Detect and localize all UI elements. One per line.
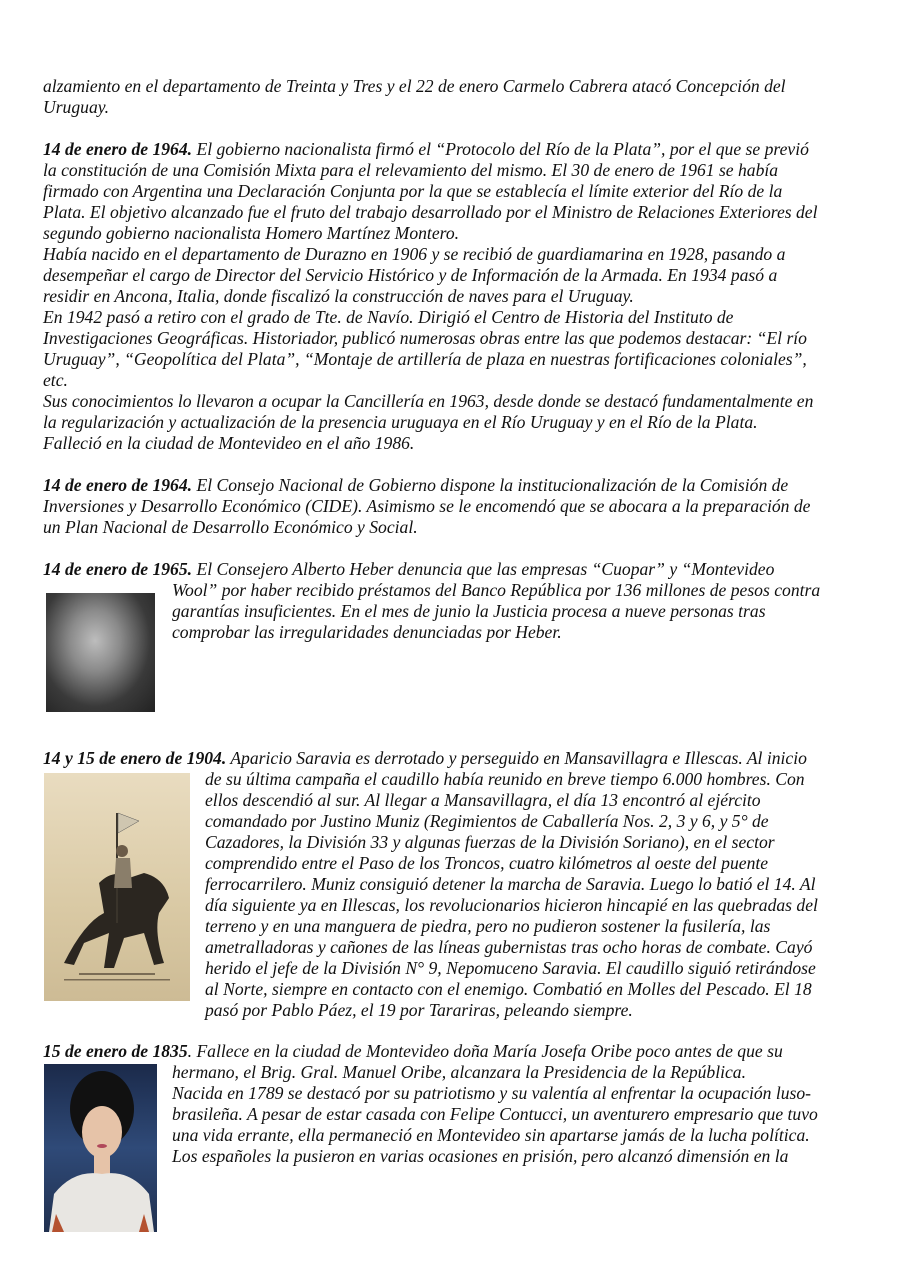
paragraph-continuation: alzamiento en el departamento de Treinta y Tres y el 22 de enero Carmelo Cabrera atacó Concepción del Uruguay. xyxy=(43,76,786,117)
illustration-aparicio-saravia xyxy=(44,773,190,1001)
portrait-maria-josefa-oribe xyxy=(44,1064,157,1232)
photo-alberto-heber xyxy=(46,593,155,712)
entry-1835-oribe: 15 de enero de 1835. Fallece en la ciudad de Montevideo doña María Josefa Oribe poco antes de que su hermano, el Brig. Gral. Manuel Oribe, alcanzara la Presidencia de la República. Nacida en 1789 se destacó por su patriotismo y su valentía al enfrentar la ocupación luso- brasileña. A pesar de estar casada con Felipe Contucci, un aventurero empresario que tuvo una vida errante, ella permaneció en Montevideo sin apartarse jamás de la lucha política. Los españoles la pusieron en varias ocasiones en prisión, pero alcanzó dimensión en la xyxy=(43,1041,818,1166)
entry-date: 14 de enero de 1964. xyxy=(43,139,193,159)
entry-1964-cide: 14 de enero de 1964. El Consejo Nacional de Gobierno dispone la institucionalización de la Comisión de Inversiones y Desarrollo Económico (CIDE). Asimismo se le encomendó que se abocara a la preparación de un Plan Nacional de Desarrollo Económico y Social. xyxy=(43,475,811,537)
entry-1965-heber: 14 de enero de 1965. El Consejero Alberto Heber denuncia que las empresas “Cuopar” y “Montevideo Wool” por haber recibido préstamos del Banco República por 136 millones de pesos contra garantías insuficientes. En el mes de junio la Justicia procesa a nueve personas tras comprobar las irregularidades denunciadas por Heber. xyxy=(43,559,821,642)
entry-1904-saravia: 14 y 15 de enero de 1904. Aparicio Saravia es derrotado y perseguido en Mansavillagra e Illescas. Al inicio de su última campaña el caudillo había reunido en breve tiempo 6.000 hombres. Con ellos descendió al sur. Al llegar a Mansavillagra, el día 13 encontró al ejército comandado por Justino Muniz (Regimientos de Caballería Nos. 2, 3 y 6, y 5° de Cazadores, la División 33 y algunas fuerzas de la División Soriano), en el sector comprendido entre el Paso de los Troncos, cuatro kilómetros al oeste del puente ferrocarrilero. Muniz consiguió detener la marcha de Saravia. Luego lo batió el 14. Al día siguiente ya en Illescas, los revolucionarios hicieron hincapié en las quebradas del terreno y en una manguera de piedra, pero no pudieron sostener la fusilería, las ametralladoras y cañones de las líneas gubernistas tras ocho horas de combate. Cayó herido el jefe de la División N° 9, Nepomuceno Saravia. El caudillo siguió retirándose al Norte, siempre en contacto con el enemigo. Combatió en Molles del Pescado. El 18 pasó por Pablo Páez, el 19 por Tarariras, peleando siempre. xyxy=(43,748,818,1020)
entry-date: 14 de enero de 1964. xyxy=(43,475,193,495)
entry-date: 14 de enero de 1965. xyxy=(43,559,193,579)
entry-1964-protocolo: 14 de enero de 1964. El gobierno nacionalista firmó el “Protocolo del Río de la Plata”, por el que se previó la constitución de una Comisión Mixta para el relevamiento del mismo. El 30 de enero de 1961 se había firmado con Argentina una Declaración Conjunta por la que se establecía el límite exterior del Río de la Plata. El objetivo alcanzado fue el fruto del trabajo desarrollado por el Ministro de Relaciones Exteriores del segundo gobierno nacionalista Homero Martínez Montero. Había nacido en el departamento de Durazno en 1906 y se recibió de guardiamarina en 1928, pasando a desempeñar el cargo de Director del Servicio Histórico y de Información de la Armada. En 1934 pasó a residir en Ancona, Italia, donde fiscalizó la construcción de naves para el Uruguay. En 1942 pasó a retiro con el grado de Tte. de Navío. Dirigió el Centro de Historia del Instituto de Investigaciones Geográficas. Historiador, publicó numerosas obras entre las que podemos destacar: “El río Uruguay”, “Geopolítica del Plata”, “Montaje de artillería de plaza en nuestras fortificaciones coloniales”, etc. Sus conocimientos lo llevaron a ocupar la Cancillería en 1963, desde donde se destacó fundamentalmente en la regularización y actualización de la presencia uruguaya en el Río Uruguay y en el Río de la Plata. Falleció en la ciudad de Montevideo en el año 1986. xyxy=(43,139,818,453)
portrait-painting xyxy=(44,1064,157,1232)
entry-date: 14 y 15 de enero de 1904. xyxy=(43,748,227,768)
horseman-illustration xyxy=(44,773,190,1001)
entry-date: 15 de enero de 1835 xyxy=(43,1041,188,1061)
